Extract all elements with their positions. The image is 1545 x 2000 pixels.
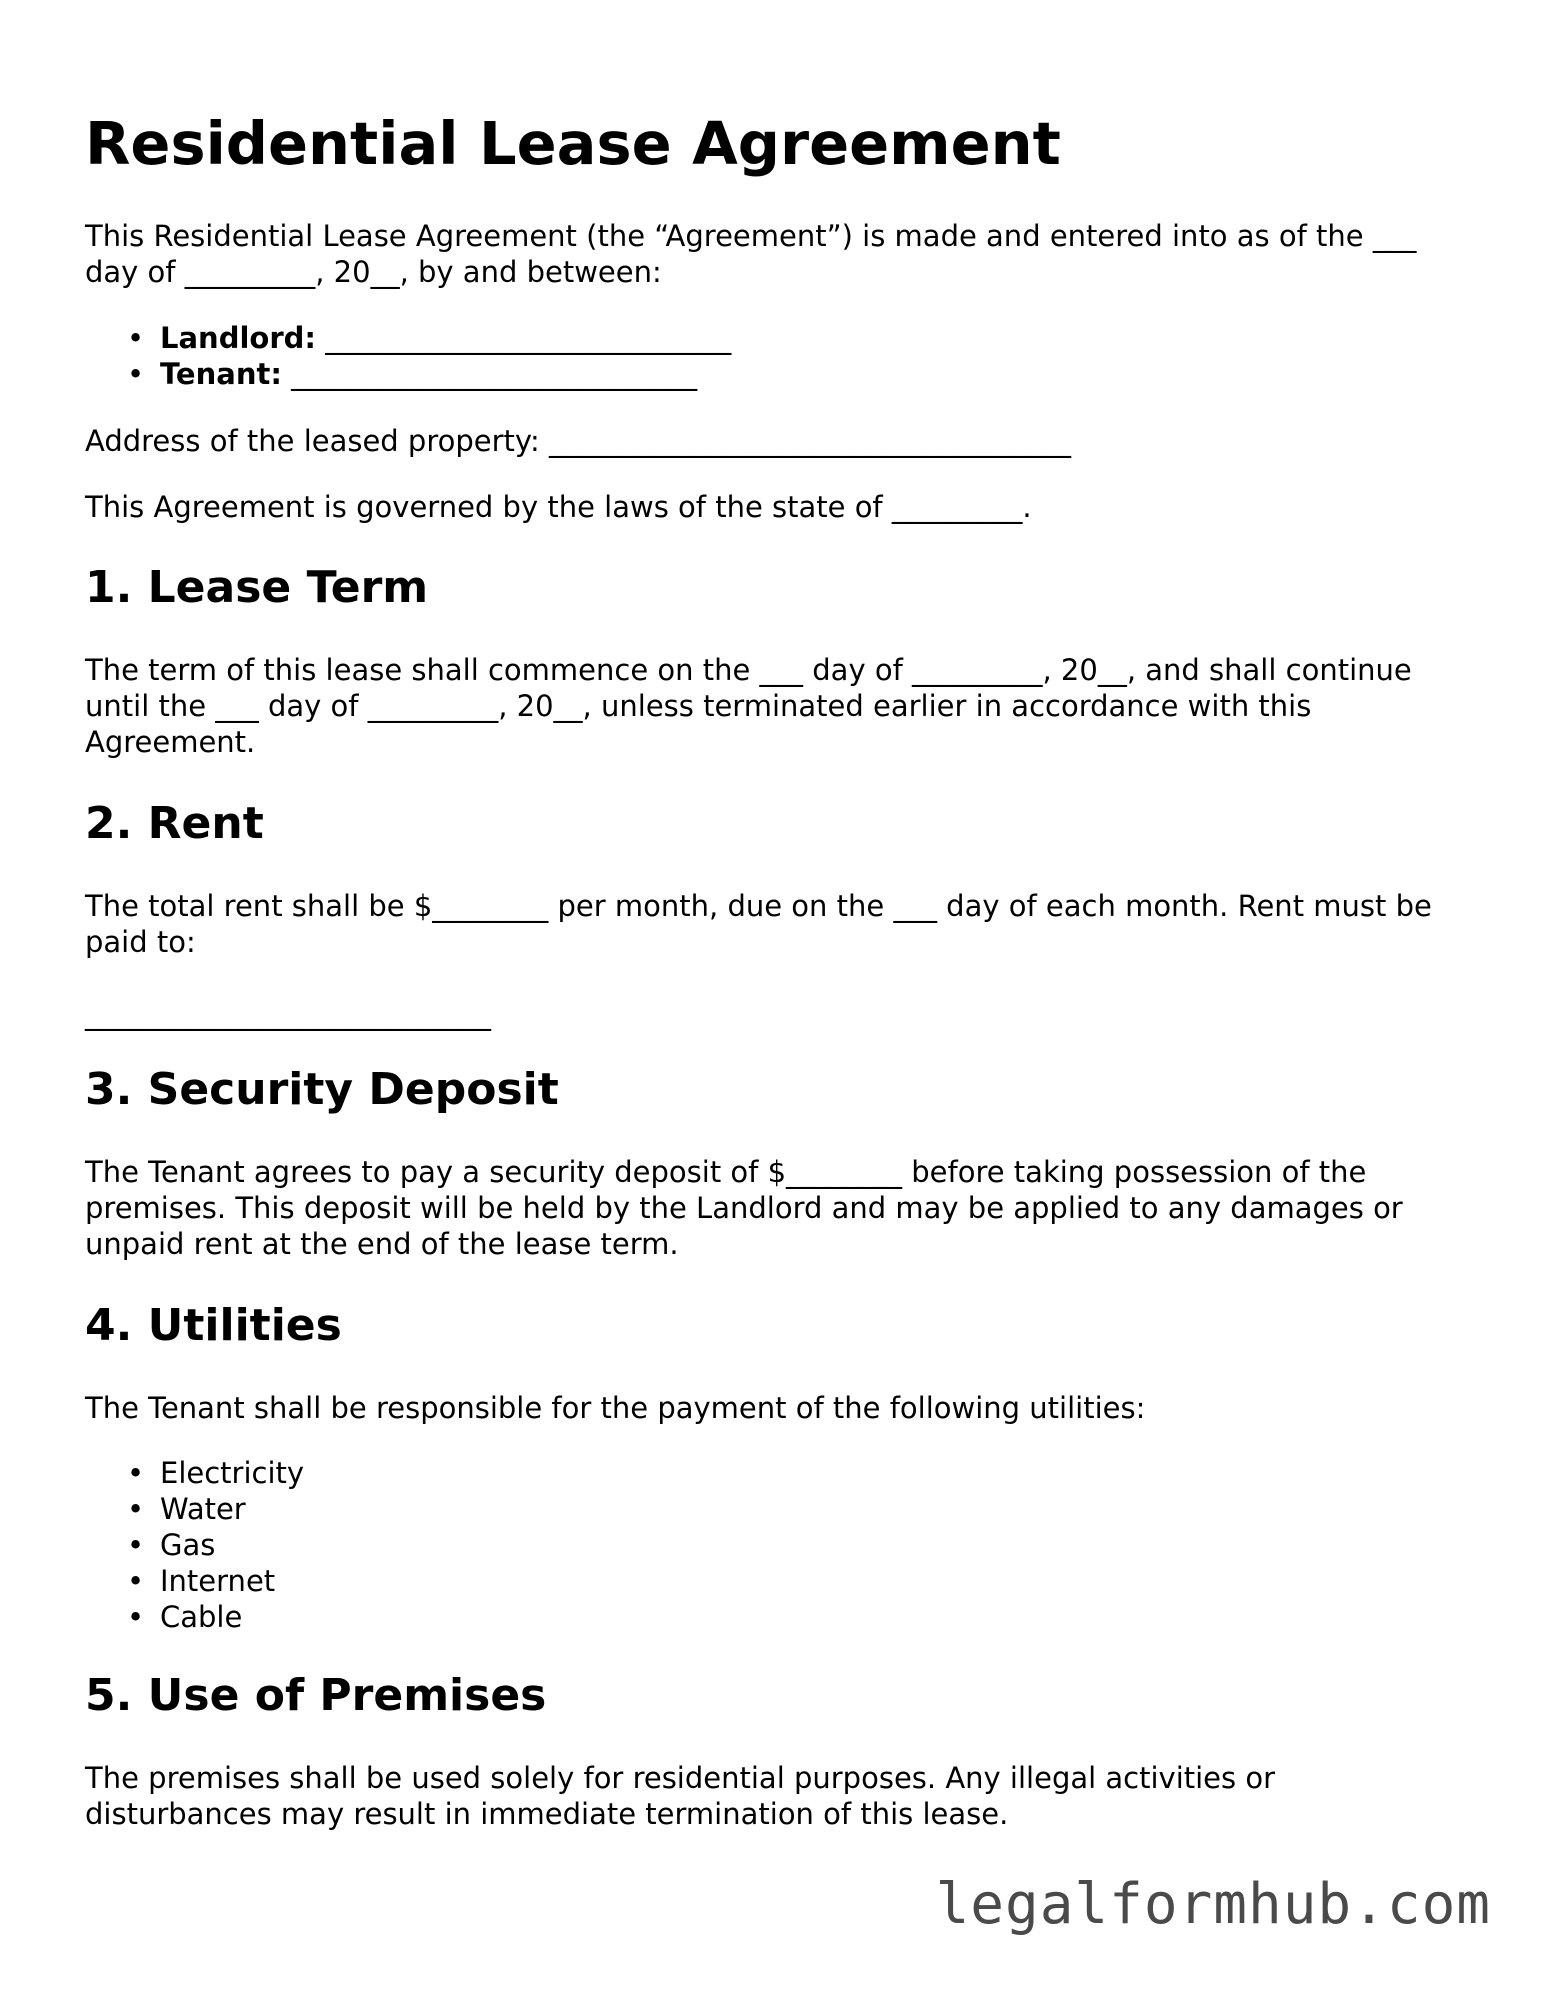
bullet-icon: • <box>127 1600 145 1634</box>
party-landlord <box>85 320 731 356</box>
utility-label: Water <box>160 1492 246 1526</box>
section-body-rent: The total rent shall be $________ per month, due on the ___ day of each month. Rent must be paid to: <box>85 889 1432 959</box>
party-blank: ____________________________ <box>291 357 698 391</box>
section-heading-security-deposit: 3. Security Deposit <box>85 1064 559 1115</box>
section-body-lease-term: The term of this lease shall commence on the ___ day of _________, 20__, and shall continue until the ___ day of _________, 20__, unless terminated earlier in accordance with this Agreement. <box>85 653 1412 759</box>
section-heading-utilities: 4. Utilities <box>85 1300 342 1351</box>
utilities-list <box>85 1455 304 1635</box>
section-body-utilities: The Tenant shall be responsible for the payment of the following utilities: <box>85 1391 1146 1425</box>
party-label: Tenant: <box>160 357 282 391</box>
utility-label: Electricity <box>160 1456 305 1490</box>
list-item <box>85 1599 304 1635</box>
utility-label: Cable <box>160 1600 243 1634</box>
bullet-icon: • <box>127 357 145 391</box>
utility-label: Gas <box>160 1528 216 1562</box>
rent-payee-blank: ____________________________ <box>85 997 491 1031</box>
section-heading-rent: 2. Rent <box>85 798 264 849</box>
bullet-icon: • <box>127 1528 145 1562</box>
party-label: Landlord: <box>160 321 316 355</box>
list-item <box>85 1491 304 1527</box>
bullet-icon: • <box>127 1456 145 1490</box>
list-item <box>85 1563 304 1599</box>
bullet-icon: • <box>127 1492 145 1526</box>
section-heading-use-of-premises: 5. Use of Premises <box>85 1670 547 1721</box>
bullet-icon: • <box>127 321 145 355</box>
section-body-use-of-premises: The premises shall be used solely for residential purposes. Any illegal activities or disturbances may result in immediate termination of this lease. <box>85 1761 1276 1831</box>
brand-watermark: legalformhub.com <box>935 1872 1491 1937</box>
section-heading-lease-term: 1. Lease Term <box>85 562 429 613</box>
address-line: Address of the leased property: ____________________________________ <box>85 424 1071 458</box>
utility-label: Internet <box>160 1564 276 1598</box>
party-tenant <box>85 356 731 392</box>
governing-law-line: This Agreement is governed by the laws of the state of _________. <box>85 490 1032 524</box>
intro-paragraph: This Residential Lease Agreement (the “Agreement”) is made and entered into as of the ___ day of _________, 20__, by and between: <box>85 219 1417 289</box>
section-body-security-deposit: The Tenant agrees to pay a security deposit of $________ before taking possession of the premises. This deposit will be held by the Landlord and may be applied to any damages or unpaid rent at the end of the lease term. <box>85 1155 1403 1261</box>
list-item <box>85 1455 304 1491</box>
party-blank: ____________________________ <box>325 321 732 355</box>
parties-list <box>85 320 731 392</box>
bullet-icon: • <box>127 1564 145 1598</box>
list-item <box>85 1527 304 1563</box>
page-title: Residential Lease Agreement <box>85 109 1061 178</box>
